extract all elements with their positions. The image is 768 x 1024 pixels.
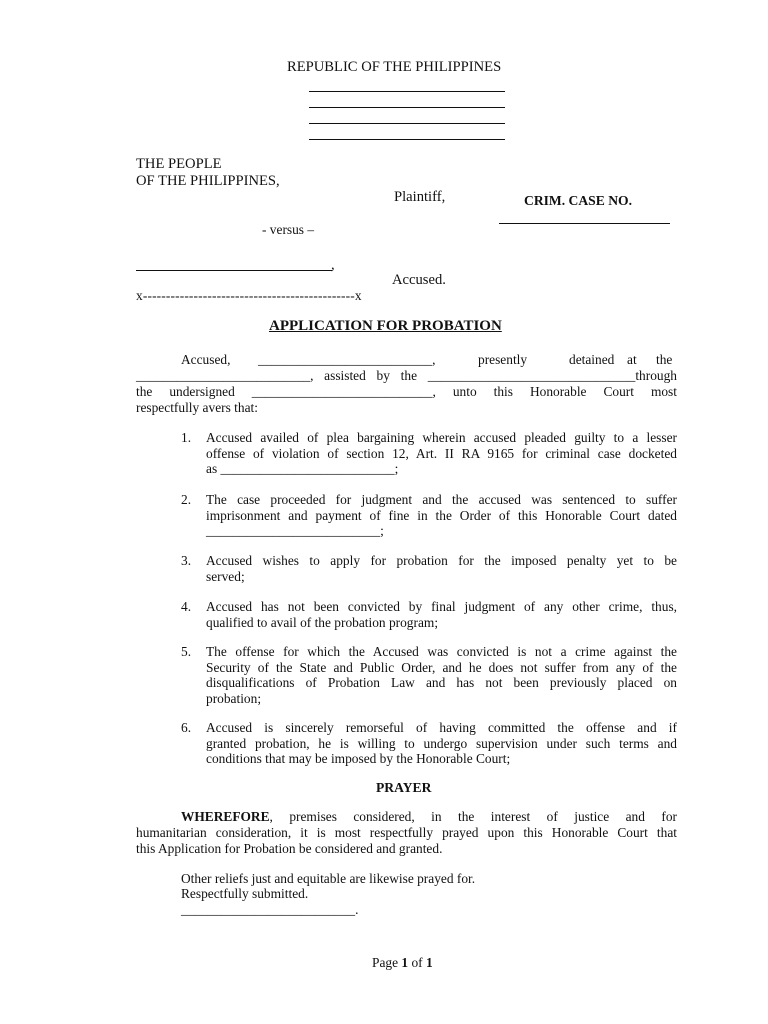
item-line: imprisonment and payment of fine in the Order of this Honorable Court dated (206, 507, 677, 523)
caption-separator: x----------------------------------------------x (136, 288, 362, 303)
item-line: Accused availed of plea bargaining wherein accused pleaded guilty to a lesser (206, 430, 677, 445)
item-line: granted probation, he is willing to undergo supervision under such terms and (206, 735, 677, 751)
people-line-1: THE PEOPLE (136, 156, 222, 172)
versus-label: - versus – (262, 222, 315, 237)
item-line: The case proceeded for judgment and the accused was sentenced to suffer (206, 492, 677, 507)
intro-accused: Accused, (181, 352, 231, 367)
page-of: of (408, 955, 426, 970)
item-line: as __________________________; (206, 461, 399, 477)
intro-line-3: the undersigned ___________________________, unto this Honorable Court most (136, 384, 677, 400)
item-text (206, 553, 677, 584)
intro-the: the (656, 352, 673, 367)
accused-name-comma: , (331, 257, 335, 273)
respectfully-submitted: Respectfully submitted. (181, 886, 309, 901)
item-line: offense of violation of section 12, Art. II RA 9165 for criminal case docketed (206, 445, 677, 461)
court-blank-line-4 (309, 139, 505, 140)
page-prefix: Page (372, 955, 402, 970)
item-text (206, 644, 677, 706)
item-line: conditions that may be imposed by the Honorable Court; (206, 751, 511, 767)
other-reliefs: Other reliefs just and equitable are likewise prayed for. (181, 871, 476, 886)
item-text (206, 599, 677, 630)
page-number: 1 (401, 955, 409, 970)
item-number: 2. (181, 492, 192, 507)
intro-detained: detained (569, 352, 615, 367)
court-blank-line-1 (309, 91, 505, 92)
item-line: qualified to avail of the probation program; (206, 614, 439, 630)
prayer-line-2: humanitarian consideration, it is most respectfully prayed upon this Honorable Court that (136, 825, 677, 841)
item-number: 5. (181, 644, 192, 659)
intro-paragraph (136, 368, 677, 417)
item-line: Accused has not been convicted by final judgment of any other crime, thus, (206, 599, 677, 614)
court-blank-line-3 (309, 123, 505, 124)
prayer-line-1-rest: , premises considered, in the interest of justice and for (269, 809, 677, 824)
document-title: APPLICATION FOR PROBATION (269, 318, 502, 334)
court-blank-line-2 (309, 107, 505, 108)
prayer-heading: PRAYER (376, 780, 432, 795)
intro-at: at (627, 352, 637, 367)
wherefore-label: WHEREFORE (181, 809, 270, 824)
accused-label: Accused. (392, 272, 446, 288)
prayer-paragraph (136, 809, 677, 858)
item-text (206, 720, 677, 767)
intro-accused-blank: __________________________, (258, 352, 436, 367)
item-line: Accused is sincerely remorseful of having committed the offense and if (206, 720, 677, 735)
accused-name-line (136, 270, 332, 271)
item-text (206, 492, 677, 539)
crim-case-label: CRIM. CASE NO. (524, 193, 632, 208)
item-line: Accused wishes to apply for probation for the imposed penalty yet to be (206, 553, 677, 568)
page-footer (372, 955, 433, 971)
item-number: 3. (181, 553, 192, 568)
item-number: 1. (181, 430, 192, 445)
republic-heading: REPUBLIC OF THE PHILIPPINES (287, 59, 502, 75)
item-line: disqualifications of Probation Law and has not been previously placed on (206, 675, 677, 691)
case-number-line (499, 223, 670, 224)
item-number: 4. (181, 599, 192, 614)
item-line: The offense for which the Accused was convicted is not a crime against the (206, 644, 677, 659)
people-line-2: OF THE PHILIPPINES, (136, 173, 280, 189)
signature-line: __________________________. (181, 902, 359, 917)
item-line: Security of the State and Public Order, and he does not suffer from any of the (206, 659, 677, 675)
prayer-line-1 (136, 809, 677, 825)
item-line: __________________________; (206, 523, 384, 539)
item-text (206, 430, 677, 477)
intro-line-2: __________________________, assisted by the _______________________________through (136, 368, 677, 383)
item-line: probation; (206, 690, 262, 706)
intro-line-4: respectfully avers that: (136, 400, 258, 416)
item-number: 6. (181, 720, 192, 735)
prayer-line-3: this Application for Probation be considered and granted. (136, 841, 443, 857)
item-line: served; (206, 568, 245, 584)
plaintiff-label: Plaintiff, (394, 189, 446, 205)
intro-presently: presently (478, 352, 528, 367)
page-total: 1 (425, 955, 433, 970)
